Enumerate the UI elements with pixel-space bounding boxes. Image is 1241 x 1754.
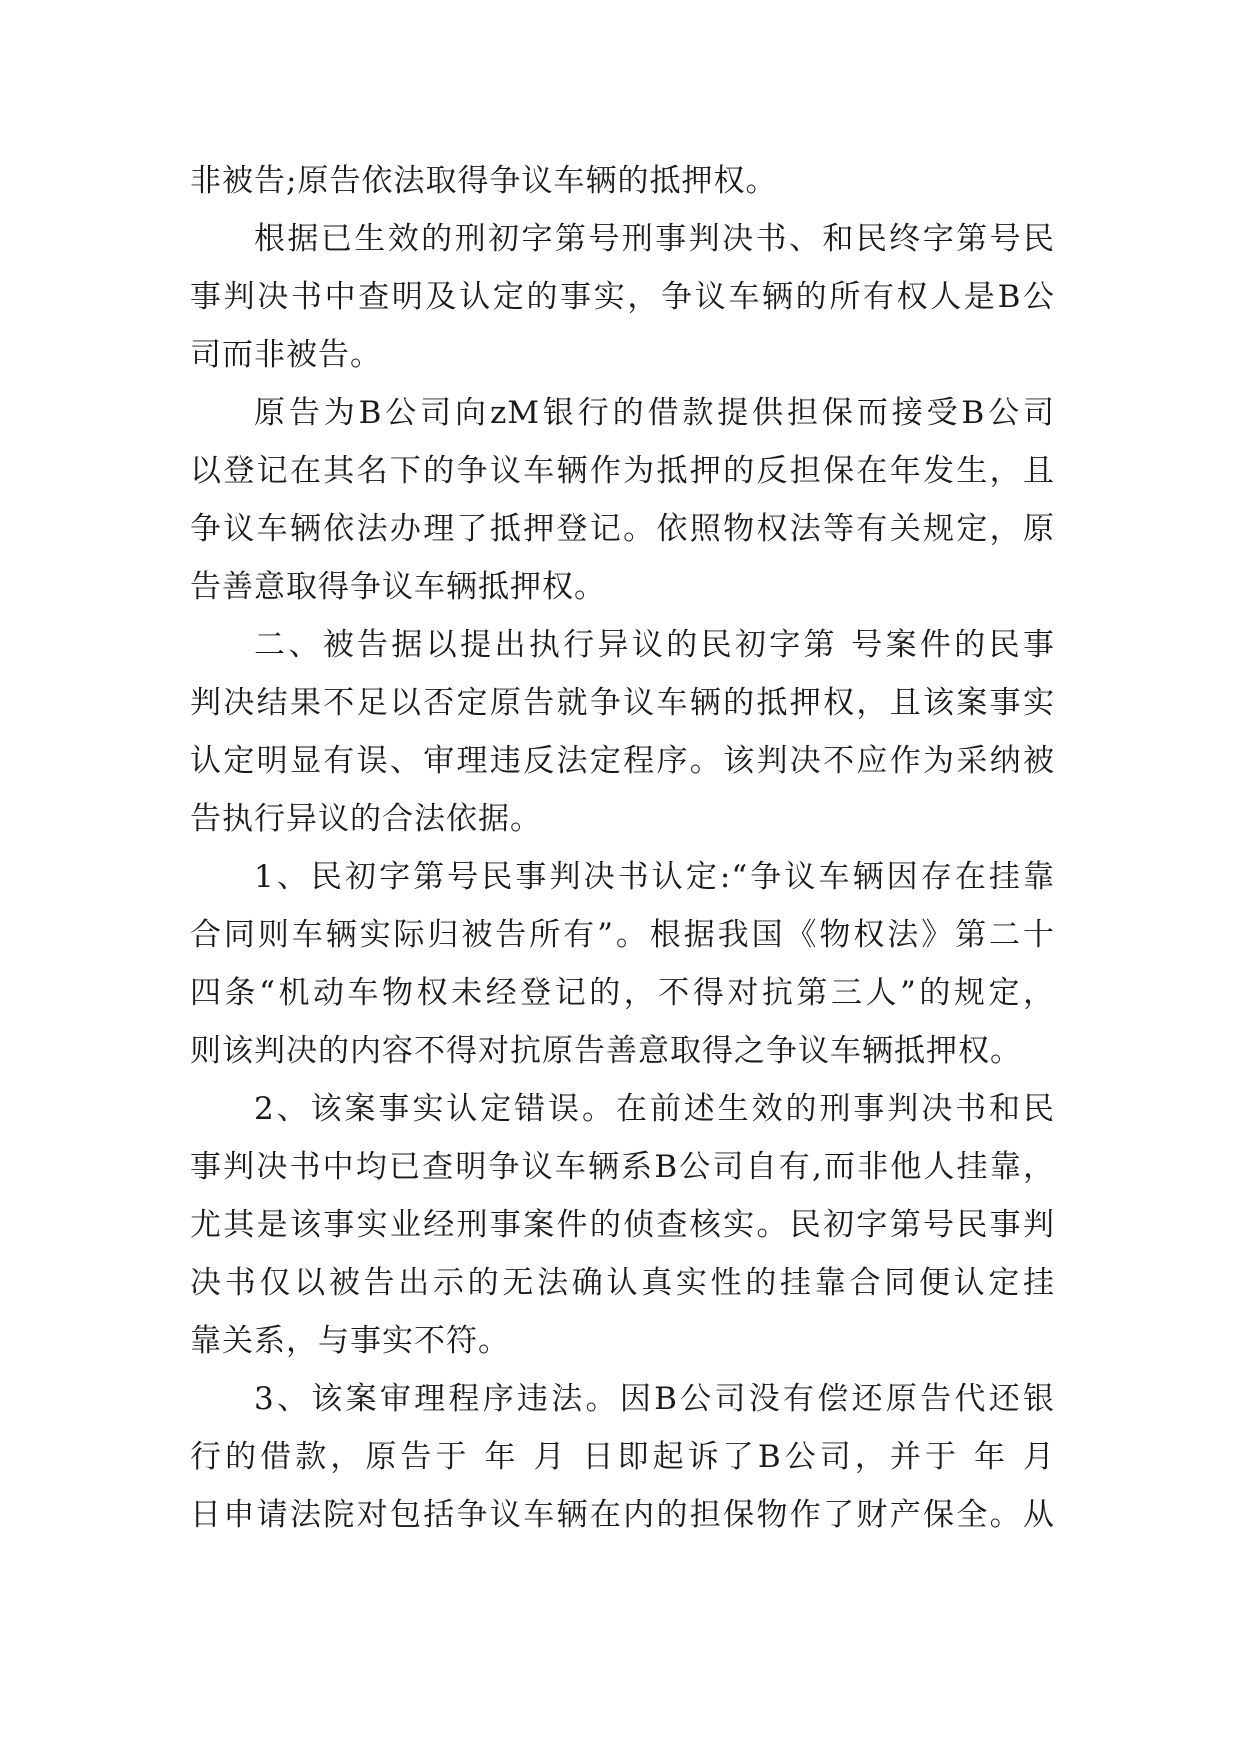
paragraph-line: 根据已生效的刑初字第号刑事判决书、和民终字第号民: [254, 221, 1055, 257]
paragraph-line: 司而非被告。: [190, 337, 382, 373]
paragraph-line: 判决结果不足以否定原告就争议车辆的抵押权，且该案事实: [190, 685, 1055, 721]
paragraph-line: 以登记在其名下的争议车辆作为抵押的反担保在年发生，且: [190, 453, 1055, 489]
paragraph-line: 事判决书中查明及认定的事实，争议车辆的所有权人是B公: [190, 279, 1055, 315]
paragraph-line: 告执行异议的合法依据。: [190, 801, 542, 837]
paragraph-line: 行的借款，原告于 年 月 日即起诉了B公司，并于 年 月: [190, 1439, 1055, 1475]
paragraph-line: 认定明显有误、审理违反法定程序。该判决不应作为采纳被: [190, 743, 1055, 779]
paragraph-line: 2、该案事实认定错误。在前述生效的刑事判决书和民: [254, 1091, 1055, 1127]
paragraph-line: 决书仅以被告出示的无法确认真实性的挂靠合同便认定挂: [190, 1265, 1055, 1301]
paragraph-line: 靠关系，与事实不符。: [190, 1323, 510, 1359]
paragraph-line: 告善意取得争议车辆抵押权。: [190, 569, 606, 605]
paragraph-line: 3、该案审理程序违法。因B公司没有偿还原告代还银: [254, 1381, 1055, 1417]
paragraph-line: 尤其是该事实业经刑事案件的侦查核实。民初字第号民事判: [190, 1207, 1055, 1243]
paragraph-line: 合同则车辆实际归被告所有”。根据我国《物权法》第二十: [190, 917, 1055, 953]
paragraph-line: 事判决书中均已查明争议车辆系B公司自有,而非他人挂靠，: [190, 1149, 1055, 1185]
paragraph-line: 1、民初字第号民事判决书认定:“争议车辆因存在挂靠: [254, 859, 1055, 895]
document-body: [190, 152, 1055, 1544]
paragraph-line: 则该判决的内容不得对抗原告善意取得之争议车辆抵押权。: [190, 1033, 1022, 1069]
paragraph-line: 争议车辆依法办理了抵押登记。依照物权法等有关规定，原: [190, 511, 1055, 547]
paragraph-line: 非被告;原告依法取得争议车辆的抵押权。: [190, 163, 778, 199]
paragraph-line: 二、被告据以提出执行异议的民初字第 号案件的民事: [254, 627, 1055, 663]
paragraph-line: 原告为B公司向zM银行的借款提供担保而接受B公司: [254, 395, 1055, 431]
paragraph-line: 日申请法院对包括争议车辆在内的担保物作了财产保全。从: [190, 1497, 1055, 1533]
paragraph-line: 四条“机动车物权未经登记的，不得对抗第三人”的规定，: [190, 975, 1055, 1011]
